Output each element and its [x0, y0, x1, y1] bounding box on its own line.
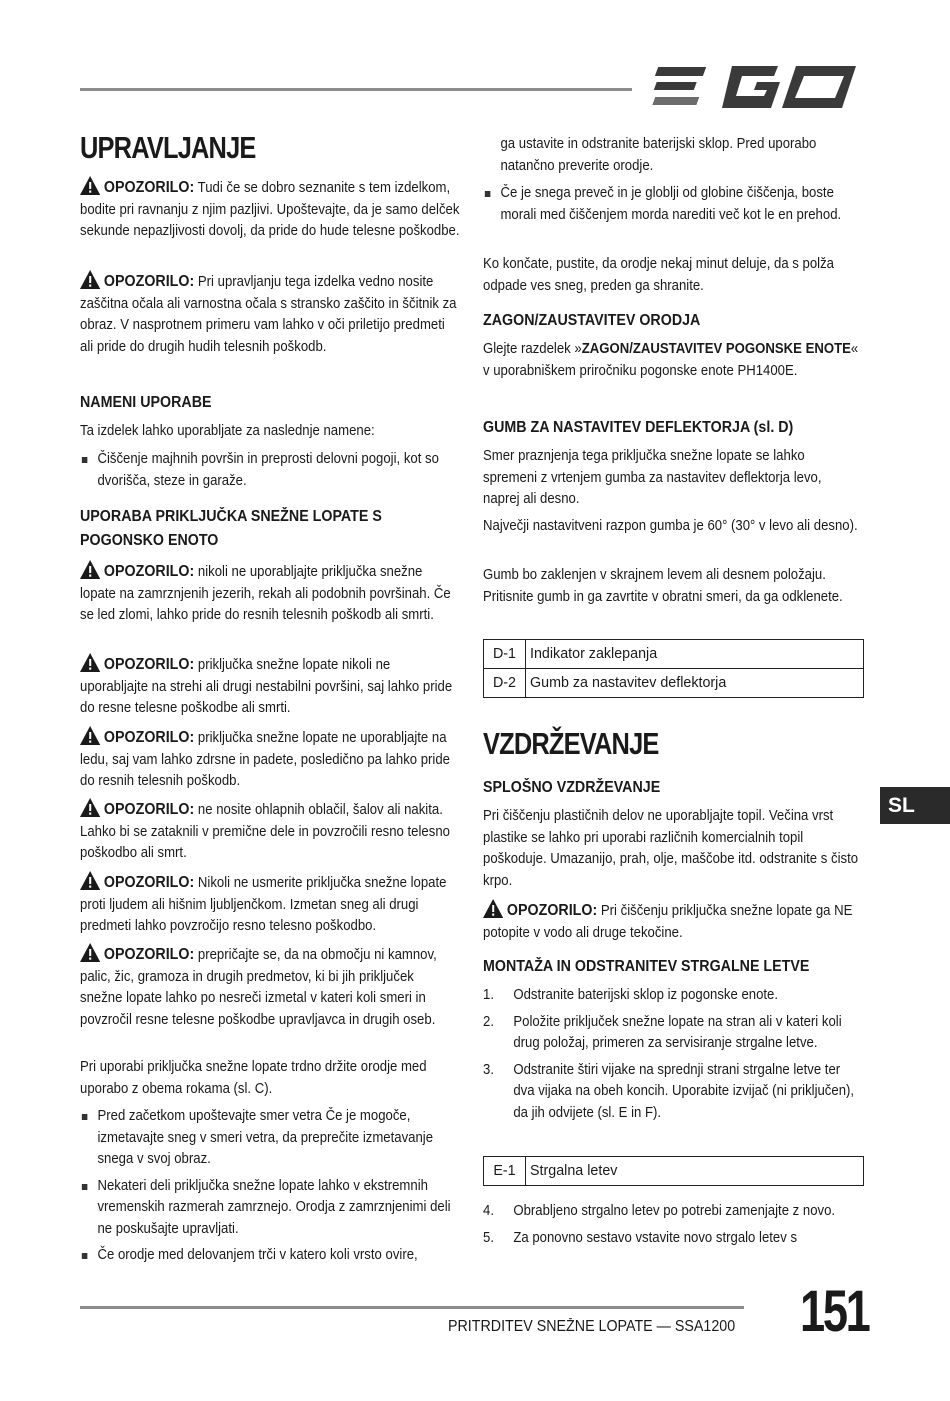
paragraph: Ta izdelek lahko uporabljate za naslednje namene:: [80, 423, 375, 439]
text-run: Glejte razdelek »: [483, 341, 582, 357]
bullet-list: [80, 449, 460, 497]
list-item: Če orodje med delovanjem trči v katero koli vrsto ovire,: [80, 1245, 460, 1267]
table-cell-code: D-1: [484, 640, 526, 669]
warning-label: OPOZORILO:: [103, 656, 195, 673]
warning-triangle-icon: [80, 560, 100, 579]
header-rule: [80, 88, 632, 91]
ego-logo: [650, 62, 862, 114]
list-item: [483, 1060, 862, 1125]
step-number: 3.: [483, 1061, 494, 1078]
list-item: [483, 985, 862, 1007]
paragraph: Gumb bo zaklenjen v skrajnem levem ali desnem položaju. Pritisnite gumb in ga zavrtite v obratni smeri, da ga odklenete.: [483, 567, 843, 605]
footer-rule: [80, 1306, 744, 1309]
step-text: Za ponovno sestavo vstavite novo strgalo letev s: [513, 1229, 798, 1246]
warning-text: priključka snežne lopate nikoli ne uporabljajte na strehi ali drugi nestabilni površini, saj lahko pride do resne telesne poškodbe ali smrti.: [80, 657, 453, 716]
warning-label: OPOZORILO:: [103, 946, 195, 963]
paragraph: Smer praznjenja tega priključka snežne lopate se lahko spremeni z vrtenjem gumba za nastavitev deflektorja levo, naprej ali desno.: [483, 448, 822, 507]
table-cell-description: Gumb za nastavitev deflektorja: [526, 669, 864, 698]
table-cell-description: Strgalna letev: [526, 1157, 864, 1186]
warning-label: OPOZORILO:: [103, 179, 195, 196]
list-item: [483, 1228, 862, 1250]
warning-block: [80, 176, 460, 243]
bold-reference: ZAGON/ZAUSTAVITEV POGONSKE ENOTE: [581, 341, 851, 357]
paragraph: [483, 339, 862, 382]
warning-block: [80, 653, 460, 720]
warning-block: [80, 726, 460, 793]
warning-text: prepričajte se, da na območju ni kamnov, palic, žic, gramoza in drugih predmetov, ki bi jih priključek snežne lopate lahko po nesreči izmetal v kateri koli smeri in povzročil resne telesne poškodbe upravljavca in drugih oseb.: [80, 947, 437, 1028]
warning-text: Nikoli ne usmerite priključka snežne lopate proti ljudem ali hišnim ljubljenčkom. Izmetan sneg ali drugi predmeti lahko povzročijo resno telesno poškodbo.: [80, 875, 447, 934]
step-number: 2.: [483, 1013, 494, 1030]
heading-intended-use: NAMENI UPORABE: [80, 394, 212, 411]
list-item: Pred začetkom upoštevajte smer vetra Če je mogoče, izmetavajte sneg v smeri vetra, da preprečite izmetavanje snega v svoj obraz.: [80, 1106, 460, 1171]
list-item: Čiščenje majhnih površin in preprosti delovni pogoji, kot so dvorišča, steze in garaže.: [80, 449, 460, 492]
step-text: Obrabljeno strgalno letev po potrebi zamenjajte z novo.: [513, 1203, 836, 1219]
warning-triangle-icon: [80, 726, 100, 745]
table-row: [484, 640, 864, 669]
paragraph: Največji nastavitveni razpon gumba je 60° (30° v levo ali desno).: [483, 518, 858, 534]
section-title-operation: UPRAVLJANJE: [80, 130, 256, 165]
step-number: 1.: [483, 987, 494, 1003]
warning-triangle-icon: [80, 176, 100, 195]
bullet-list: [80, 1106, 460, 1272]
page-number: 151: [800, 1279, 869, 1344]
warning-block: [80, 270, 460, 358]
warning-triangle-icon: [80, 653, 100, 672]
table-row: [484, 669, 864, 698]
section-title-maintenance: VZDRŽEVANJE: [483, 726, 659, 761]
reference-table-e: [483, 1156, 864, 1186]
warning-text: ne nosite ohlapnih oblačil, šalov ali nakita. Lahko bi se zataknili v premične dele in povzročili resno telesno poškodbo ali smrt.: [80, 802, 450, 861]
footer-product-name: PRITRDITEV SNEŽNE LOPATE — SSA1200: [448, 1318, 736, 1335]
table-cell-code: E-1: [484, 1157, 526, 1186]
reference-table-d: [483, 639, 864, 698]
list-item-continued: ga ustavite in odstranite baterijski sklop. Pred uporabo natančno preverite orodje.: [500, 136, 817, 174]
step-number: 5.: [483, 1229, 494, 1246]
step-text: Položite priključek snežne lopate na stran ali v kateri koli drug položaj, primeren za servisiranje strgalne letve.: [513, 1013, 842, 1051]
warning-text: nikoli ne uporabljajte priključka snežne lopate na zamrznjenih jezerih, rekah ali podobnih površinah. Če se led zlomi, lahko pride do resnih telesnih poškodb ali smrti.: [80, 564, 451, 623]
language-tab: SL: [880, 787, 950, 824]
warning-label: OPOZORILO:: [506, 902, 598, 919]
paragraph: Pri čiščenju plastičnih delov ne uporabljajte topil. Večina vrst plastike se lahko pri uporabi različnih komercialnih topil poškoduje. Umazanijo, prah, olje, maščobe itd. odstranite s čisto krpo.: [483, 808, 859, 889]
numbered-list: [483, 985, 862, 1129]
step-text: Odstranite štiri vijake na sprednji strani strgalne letve ter dva vijaka na obeh koncih. Uporabite izvijač (ni priključen), da jih odvijete (sl. E in F).: [513, 1061, 855, 1121]
step-text: Odstranite baterijski sklop iz pogonske enote.: [513, 987, 779, 1003]
table-row: [484, 1157, 864, 1186]
list-item: [483, 1201, 862, 1223]
bullet-list: [483, 183, 862, 231]
text-run: « v uporabniškem priročniku pogonske enote PH1400E.: [483, 341, 859, 379]
heading-scraper-bar: MONTAŽA IN ODSTRANITEV STRGALNE LETVE: [483, 958, 810, 975]
table-cell-description: Indikator zaklepanja: [526, 640, 864, 669]
warning-block: [80, 798, 460, 865]
warning-text: Pri upravljanju tega izdelka vedno nosite zaščitna očala ali varnostna očala s stransko zaščito in ščitnik za obraz. V nasprotnem primeru vam lahko v oči priletijo predmeti ali pride do drugih hudih telesnih poškodb.: [80, 274, 457, 355]
heading-usage: UPORABA PRIKLJUČKA SNEŽNE LOPATE S POGONSKO ENOTO: [80, 508, 382, 549]
warning-text: Pri čiščenju priključka snežne lopate ga NE potopite v vodo ali druge tekočine.: [483, 903, 853, 941]
heading-start-stop: ZAGON/ZAUSTAVITEV ORODJA: [483, 312, 701, 329]
heading-general-maintenance: SPLOŠNO VZDRŽEVANJE: [483, 779, 661, 796]
warning-label: OPOZORILO:: [103, 801, 195, 818]
heading-deflector: GUMB ZA NASTAVITEV DEFLEKTORJA (sl. D): [483, 419, 794, 436]
warning-text: priključka snežne lopate ne uporabljajte na ledu, saj vam lahko zdrsne in padete, posledično pa lahko pride do resnih telesnih poškodb.: [80, 730, 450, 789]
paragraph: Pri uporabi priključka snežne lopate trdno držite orodje med uporabo z obema rokama (sl. C).: [80, 1059, 427, 1097]
warning-block: [80, 560, 460, 627]
list-item: Nekateri deli priključka snežne lopate lahko v ekstremnih vremenskih razmerah zamrznejo. Orodja z zamrznjenimi deli ne poskušajte upravljati.: [80, 1176, 460, 1241]
warning-triangle-icon: [483, 899, 503, 918]
warning-triangle-icon: [80, 943, 100, 962]
warning-text: Tudi če se dobro seznanite s tem izdelkom, bodite pri ravnanju z njim pazljivi. Upoštevajte, da je samo delček sekunde nepazljivosti dovolj, da pride do hude telesne poškodbe.: [80, 180, 460, 239]
warning-label: OPOZORILO:: [103, 273, 195, 290]
warning-block: [483, 899, 862, 944]
paragraph: Ko končate, pustite, da orodje nekaj minut deluje, da s polža odpade ves sneg, preden ga shranite.: [483, 256, 834, 294]
warning-block: [80, 871, 460, 938]
numbered-list: [483, 1201, 862, 1254]
warning-block: [80, 943, 460, 1031]
step-number: 4.: [483, 1203, 494, 1219]
table-cell-code: D-2: [484, 669, 526, 698]
warning-label: OPOZORILO:: [103, 563, 195, 580]
warning-triangle-icon: [80, 270, 100, 289]
warning-label: OPOZORILO:: [103, 729, 195, 746]
warning-label: OPOZORILO:: [103, 874, 195, 891]
warning-triangle-icon: [80, 871, 100, 890]
list-item: Če je snega preveč in je globlji od globine čiščenja, boste morali med čiščenjem morda narediti več kot le en prehod.: [483, 183, 862, 226]
warning-triangle-icon: [80, 798, 100, 817]
list-item: [483, 1012, 862, 1055]
